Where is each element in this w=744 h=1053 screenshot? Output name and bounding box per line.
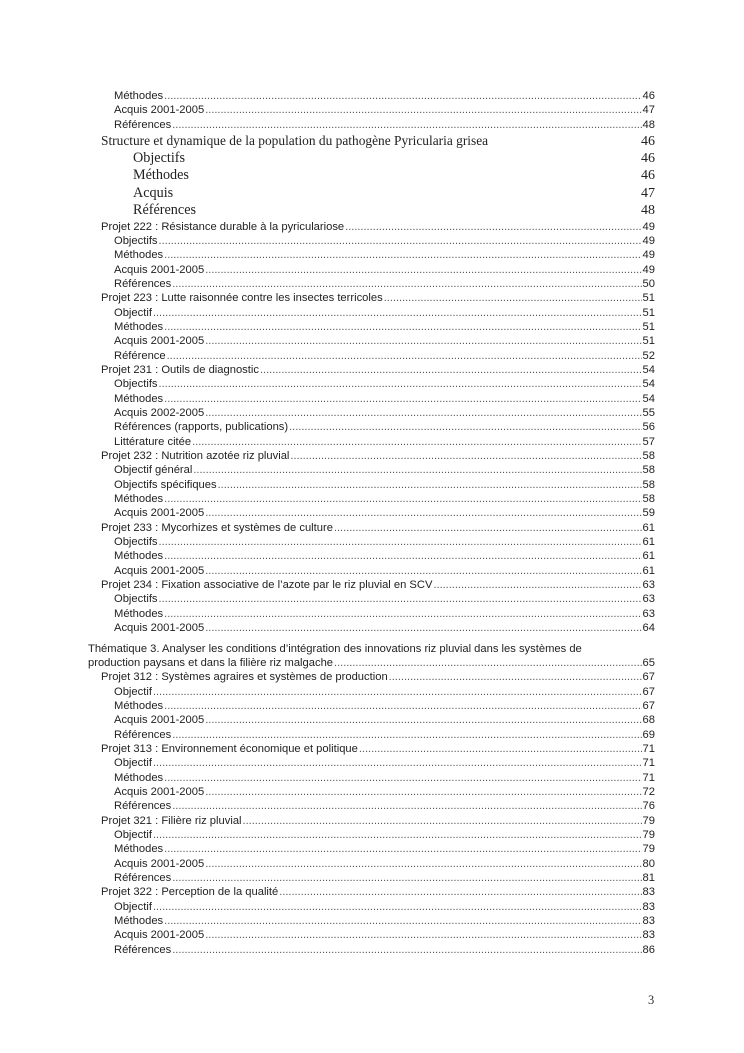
toc-entry-subsection[interactable]: [88, 699, 655, 713]
dot-leader: [164, 771, 641, 785]
toc-entry-page: 71: [642, 757, 655, 770]
toc-entry-page: 47: [641, 185, 655, 201]
toc-entry-title: Références: [133, 202, 197, 219]
toc-entry-title: Structure et dynamique de la population du pathogène Pyricularia grisea: [101, 133, 489, 149]
table-of-contents: [88, 89, 655, 957]
toc-entry-subsection[interactable]: [88, 771, 655, 785]
toc-entry-title: Objectifs: [114, 593, 158, 606]
toc-entry-title: Méthodes: [114, 915, 164, 928]
toc-entry-title: Acquis 2001-2005: [114, 857, 205, 870]
toc-entry-title: Projet 232 : Nutrition azotée riz pluvial: [101, 450, 290, 463]
toc-entry-subsection[interactable]: [88, 900, 655, 914]
page-number: 3: [648, 993, 655, 1007]
dot-leader: [164, 89, 641, 103]
toc-entry-page: 51: [642, 306, 655, 319]
toc-entry-page: 49: [642, 249, 655, 262]
toc-entry-page: 61: [642, 564, 655, 577]
toc-entry-page: 61: [642, 521, 655, 534]
toc-block-2: [88, 220, 655, 636]
toc-entry-subsection[interactable]: [88, 463, 655, 477]
dot-leader: [192, 435, 641, 449]
toc-entry-title: Projet 233 : Mycorhizes et systèmes de culture: [101, 521, 333, 534]
toc-entry-subsection[interactable]: [88, 535, 655, 549]
toc-entry-serif-heading[interactable]: [88, 132, 655, 150]
toc-block-3: [88, 670, 655, 957]
theme-line-1: Thématique 3. Analyser les conditions d’intégration des innovations riz pluvial dans les systèmes de: [88, 642, 582, 655]
toc-entry-title: Projet 313 : Environnement économique et politique: [101, 742, 358, 755]
dot-leader: [153, 756, 642, 770]
toc-entry-title: Références: [114, 943, 172, 956]
toc-entry-page: 46: [641, 150, 655, 166]
dot-leader: [153, 306, 642, 320]
toc-entry-title: Acquis 2001-2005: [114, 104, 205, 117]
toc-entry-title: Références: [114, 728, 172, 741]
toc-entry-subsection[interactable]: [88, 928, 655, 942]
toc-entry-page: 46: [641, 168, 655, 184]
dot-leader: [159, 234, 642, 248]
toc-entry-project[interactable]: [88, 670, 655, 684]
toc-entry-page: 79: [642, 814, 655, 827]
toc-entry-page: 51: [642, 292, 655, 305]
toc-entry-page: 51: [642, 335, 655, 348]
toc-entry-theme-3[interactable]: [88, 642, 655, 671]
toc-entry-subsection[interactable]: [88, 263, 655, 277]
toc-entry-title: Projet 312 : Systèmes agraires et systèmes de production: [101, 671, 388, 684]
toc-entry-serif-item[interactable]: [88, 167, 655, 185]
dot-leader: [172, 277, 641, 291]
toc-entry-title: Références: [114, 872, 172, 884]
toc-entry-page: 72: [642, 785, 655, 798]
toc-entry-subsection[interactable]: [88, 103, 655, 117]
toc-entry-page: 67: [642, 699, 655, 712]
dot-leader: [164, 492, 641, 506]
toc-entry-title: Projet 231 : Outils de diagnostic: [101, 363, 259, 376]
toc-entry-project[interactable]: [88, 578, 655, 592]
toc-entry-page: 47: [642, 104, 655, 117]
toc-entry-page: 68: [642, 714, 655, 727]
toc-entry-page: 56: [642, 421, 655, 434]
toc-entry-serif-item[interactable]: [88, 202, 655, 220]
toc-block-1: [88, 89, 655, 132]
toc-entry-title: Objectif: [114, 685, 152, 698]
toc-entry-title: Acquis 2001-2005: [114, 929, 205, 942]
dot-leader: [164, 248, 641, 262]
toc-entry-title: Objectifs: [114, 378, 158, 391]
dot-leader: [205, 928, 641, 942]
toc-entry-page: 65: [642, 656, 655, 669]
dot-leader: [167, 349, 642, 363]
toc-entry-title: Méthodes: [114, 699, 164, 712]
toc-entry-title: Objectif général: [114, 464, 193, 477]
toc-entry-title: Acquis 2001-2005: [114, 263, 205, 276]
serif-items: [88, 150, 655, 220]
toc-entry-subsection[interactable]: [88, 799, 655, 813]
toc-entry-page: 48: [641, 203, 655, 219]
toc-entry-project[interactable]: [88, 742, 655, 756]
toc-entry-subsection[interactable]: [88, 842, 655, 856]
toc-entry-title: Références: [114, 800, 172, 813]
toc-entry-title: Méthodes: [114, 607, 164, 620]
toc-entry-page: 79: [642, 828, 655, 841]
toc-entry-page: 50: [642, 277, 655, 290]
toc-entry-page: 71: [642, 742, 655, 755]
toc-entry-serif-item[interactable]: [88, 185, 655, 203]
toc-entry-page: 83: [642, 900, 655, 913]
toc-entry-subsection[interactable]: [88, 685, 655, 699]
dot-leader: [164, 607, 641, 621]
toc-entry-title: Méthodes: [133, 167, 189, 184]
dot-leader: [164, 842, 641, 856]
toc-entry-title: Références (rapports, publications): [114, 421, 289, 434]
toc-entry-title: Méthodes: [114, 550, 164, 563]
toc-entry-page: 83: [642, 886, 655, 899]
toc-entry-page: 54: [642, 363, 655, 376]
toc-entry-page: 71: [642, 771, 655, 784]
toc-entry-title: Méthodes: [114, 249, 164, 262]
toc-entry-subsection[interactable]: [88, 871, 655, 885]
toc-entry-title: Acquis 2002-2005: [114, 407, 205, 419]
toc-entry-subsection[interactable]: [88, 607, 655, 621]
dot-leader: [243, 814, 642, 828]
toc-entry-page: 49: [642, 263, 655, 276]
theme-line-2: [88, 656, 655, 670]
toc-entry-subsection[interactable]: [88, 592, 655, 606]
dot-leader: [334, 656, 642, 670]
toc-entry-title: Objectifs spécifiques: [114, 478, 217, 491]
dot-leader: [205, 263, 641, 277]
toc-entry-page: 80: [642, 857, 655, 870]
toc-entry-project[interactable]: [88, 291, 655, 305]
toc-entry-subsection[interactable]: [88, 857, 655, 871]
toc-entry-subsection[interactable]: [88, 406, 655, 420]
dot-leader: [384, 291, 642, 305]
dot-leader: [205, 103, 641, 117]
toc-entry-subsection[interactable]: [88, 334, 655, 348]
toc-entry-page: 58: [642, 450, 655, 463]
toc-entry-page: 63: [642, 579, 655, 592]
toc-entry-project[interactable]: [88, 521, 655, 535]
dot-leader: [205, 506, 641, 520]
dot-leader: [389, 670, 642, 684]
toc-entry-subsection[interactable]: [88, 943, 655, 957]
dot-leader: [172, 871, 641, 885]
toc-entry-title: Objectif: [114, 306, 152, 319]
dot-leader: [153, 685, 642, 699]
toc-entry-page: 52: [642, 349, 655, 362]
toc-entry-title: Projet 223 : Lutte raisonnée contre les insectes terricoles: [101, 292, 383, 305]
toc-entry-title: Méthodes: [114, 771, 164, 784]
toc-entry-page: 86: [642, 943, 655, 956]
toc-entry-subsection[interactable]: [88, 621, 655, 635]
toc-entry-title: Références: [114, 118, 172, 131]
toc-entry-subsection[interactable]: [88, 306, 655, 320]
dot-leader: [153, 900, 642, 914]
toc-entry-page: 64: [642, 622, 655, 635]
toc-entry-title: Acquis 2001-2005: [114, 714, 205, 727]
toc-entry-title: Projet 321 : Filière riz pluvial: [101, 814, 242, 827]
toc-entry-subsection[interactable]: [88, 420, 655, 434]
toc-entry-title: Méthodes: [114, 320, 164, 333]
toc-entry-title: Acquis 2001-2005: [114, 785, 205, 798]
toc-entry-subsection[interactable]: [88, 349, 655, 363]
dot-leader: [159, 377, 642, 391]
toc-entry-title: Objectif: [114, 828, 152, 841]
toc-entry-title: Littérature citée: [114, 435, 192, 448]
toc-entry-subsection[interactable]: [88, 248, 655, 262]
dot-leader: [205, 621, 641, 635]
toc-entry-title: Acquis 2001-2005: [114, 622, 205, 635]
toc-entry-page: 81: [642, 872, 655, 884]
dot-leader: [290, 449, 641, 463]
toc-entry-subsection[interactable]: [88, 713, 655, 727]
toc-entry-title: Objectif: [114, 900, 152, 913]
toc-entry-subsection[interactable]: [88, 89, 655, 103]
toc-entry-project[interactable]: [88, 814, 655, 828]
dot-leader: [205, 785, 641, 799]
toc-entry-project[interactable]: [88, 363, 655, 377]
toc-entry-project[interactable]: [88, 449, 655, 463]
dot-leader: [153, 828, 642, 842]
dot-leader: [172, 728, 641, 742]
dot-leader: [279, 885, 641, 899]
toc-entry-title: Méthodes: [114, 90, 164, 102]
dot-leader: [205, 564, 641, 578]
dot-leader: [345, 220, 641, 234]
toc-entry-subsection[interactable]: [88, 478, 655, 492]
toc-entry-title: Référence: [114, 349, 166, 362]
dot-leader: [164, 392, 641, 406]
dot-leader: [159, 592, 642, 606]
toc-entry-title: Acquis 2001-2005: [114, 335, 205, 348]
toc-entry-subsection[interactable]: [88, 118, 655, 132]
toc-entry-subsection[interactable]: [88, 564, 655, 578]
toc-entry-page: 76: [642, 800, 655, 813]
toc-entry-page: 61: [642, 550, 655, 563]
toc-entry-subsection[interactable]: [88, 234, 655, 248]
toc-entry-title: Méthodes: [114, 843, 164, 856]
toc-entry-page: 67: [642, 685, 655, 698]
toc-entry-title: Méthodes: [114, 493, 164, 506]
toc-entry-page: 51: [642, 320, 655, 333]
dot-leader: [218, 478, 642, 492]
toc-entry-subsection[interactable]: [88, 785, 655, 799]
toc-entry-page: 61: [642, 536, 655, 549]
toc-entry-page: 57: [642, 435, 655, 448]
dot-leader: [172, 943, 641, 957]
dot-leader: [164, 549, 641, 563]
toc-entry-page: 69: [642, 728, 655, 741]
toc-entry-page: 54: [642, 378, 655, 391]
toc-entry-page: 79: [642, 843, 655, 856]
toc-entry-title: Acquis: [133, 184, 174, 201]
toc-entry-page: 58: [642, 478, 655, 491]
dot-leader: [205, 406, 641, 420]
dot-leader: [172, 118, 641, 132]
toc-entry-subsection[interactable]: [88, 914, 655, 928]
dot-leader: [260, 363, 642, 377]
toc-entry-title: Acquis 2001-2005: [114, 507, 205, 520]
toc-entry-subsection[interactable]: [88, 277, 655, 291]
toc-entry-title: Projet 234 : Fixation associative de l’azote par le riz pluvial en SCV: [101, 579, 433, 592]
dot-leader: [359, 742, 642, 756]
toc-entry-page: 46: [642, 90, 655, 102]
dot-leader: [205, 713, 641, 727]
toc-entry-title: Références: [114, 277, 172, 290]
dot-leader: [334, 521, 642, 535]
dot-leader: [172, 799, 641, 813]
toc-entry-page: 58: [642, 464, 655, 477]
toc-entry-page: 63: [642, 607, 655, 620]
dot-leader: [159, 535, 642, 549]
toc-entry-subsection[interactable]: [88, 377, 655, 391]
dot-leader: [433, 578, 641, 592]
dot-leader: [164, 914, 641, 928]
toc-entry-page: 48: [642, 118, 655, 131]
dot-leader: [164, 320, 641, 334]
toc-entry-subsection[interactable]: [88, 492, 655, 506]
toc-entry-subsection[interactable]: [88, 728, 655, 742]
toc-entry-subsection[interactable]: [88, 549, 655, 563]
toc-entry-page: 49: [642, 220, 655, 233]
dot-leader: [193, 463, 641, 477]
dot-leader: [164, 699, 641, 713]
toc-entry-title: Objectif: [114, 757, 152, 770]
toc-entry-title: Projet 322 : Perception de la qualité: [101, 886, 279, 899]
toc-entry-title: Méthodes: [114, 392, 164, 405]
toc-entry-page: 83: [642, 929, 655, 942]
toc-entry-title: Objectifs: [133, 149, 186, 166]
toc-entry-subsection[interactable]: [88, 435, 655, 449]
toc-entry-title: Projet 222 : Résistance durable à la pyriculariose: [101, 220, 345, 233]
toc-entry-page: 67: [642, 671, 655, 684]
toc-entry-page: 63: [642, 593, 655, 606]
toc-entry-title: production paysans et dans la filière riz malgache: [88, 656, 334, 669]
dot-leader: [205, 857, 641, 871]
toc-entry-page: 59: [642, 507, 655, 520]
toc-entry-page: 83: [642, 915, 655, 928]
toc-entry-subsection[interactable]: [88, 828, 655, 842]
toc-entry-title: Objectifs: [114, 234, 158, 247]
toc-entry-project[interactable]: [88, 885, 655, 899]
toc-entry-page: 54: [642, 392, 655, 405]
toc-entry-subsection[interactable]: [88, 392, 655, 406]
toc-entry-page: 46: [641, 134, 655, 150]
toc-entry-subsection[interactable]: [88, 756, 655, 770]
toc-entry-serif-item[interactable]: [88, 150, 655, 168]
toc-entry-title: Objectifs: [114, 536, 158, 549]
toc-entry-page: 55: [642, 407, 655, 419]
dot-leader: [289, 420, 641, 434]
serif-section: [88, 132, 655, 220]
toc-entry-subsection[interactable]: [88, 506, 655, 520]
toc-entry-page: 58: [642, 493, 655, 506]
toc-entry-project[interactable]: [88, 220, 655, 234]
toc-entry-subsection[interactable]: [88, 320, 655, 334]
dot-leader: [205, 334, 641, 348]
toc-entry-title: Acquis 2001-2005: [114, 564, 205, 577]
toc-entry-page: 49: [642, 234, 655, 247]
